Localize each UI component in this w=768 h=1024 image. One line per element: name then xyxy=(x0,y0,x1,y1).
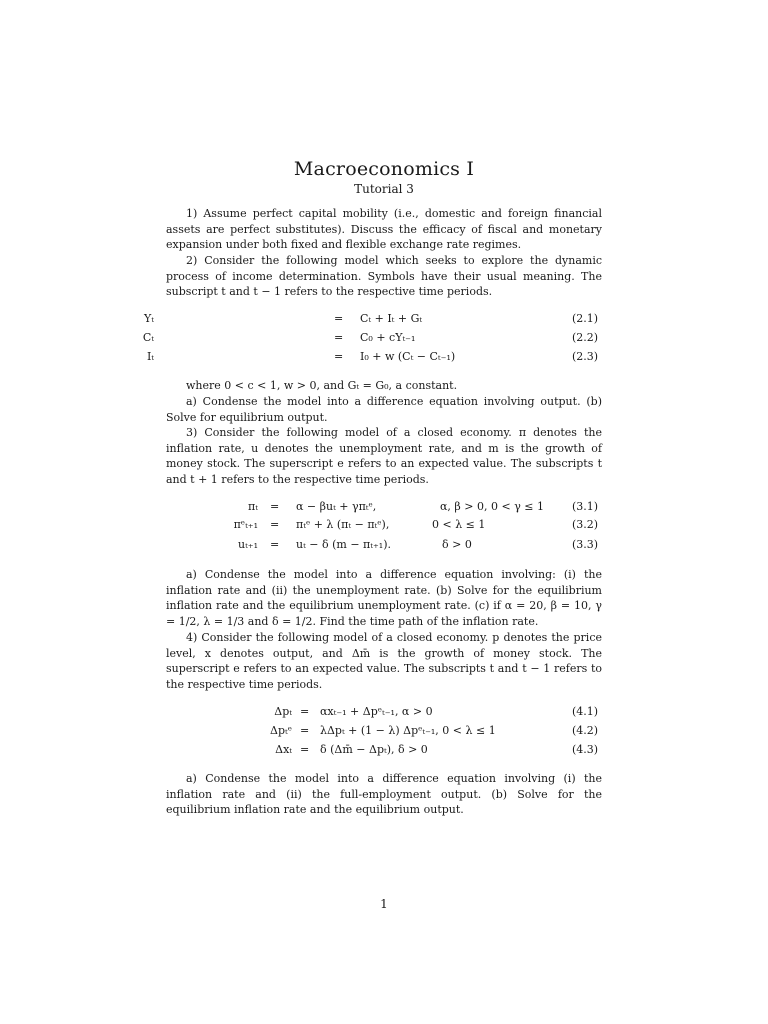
equation-number: (4.2) xyxy=(572,724,599,737)
equation-lhs: Iₜ xyxy=(146,350,154,363)
question-4-task: a) Condense the model into a difference equation involving (i) the inflation rate and (ii) the full-employment output. (b) Solve for the equilibrium inflation rate and the equilibrium output. xyxy=(166,772,602,817)
equation-number: (2.2) xyxy=(572,331,599,344)
equation-rhs: α − βuₜ + γπₜᵉ, xyxy=(296,500,377,513)
equation-lhs: uₜ₊₁ xyxy=(237,538,258,551)
equation-equals: = xyxy=(270,518,280,531)
question-4-intro: 4) Consider the following model of a closed economy. p denotes the price level, x denotes output, and Δm̄ is the growth of money stock. The superscript e refers to an expected value. The subscripts t and t − 1 refers to the respective time periods. xyxy=(166,631,602,691)
equation-equals: = xyxy=(300,743,310,756)
equation-condition: δ > 0 xyxy=(442,538,472,551)
question-3-task: a) Condense the model into a difference equation involving: (i) the inflation rate and (ii) the unemployment rate. (b) Solve for the equilibrium inflation rate and the equilibrium unemployment rate. (c) if α = 20, β = 10, γ = 1/2, λ = 1/3 and δ = 1/2. Find the time path of the inflation rate. xyxy=(166,568,602,628)
equation-number: (2.1) xyxy=(572,312,599,325)
equation-2-1 xyxy=(0,312,600,328)
equation-3-3 xyxy=(0,538,600,554)
equation-equals: = xyxy=(334,312,344,325)
question-1-text: 1) Assume perfect capital mobility (i.e., domestic and foreign financial assets are perfect substitutes). Discuss the efficacy of fiscal and monetary expansion under both fixed and flexible exchange rate regimes. xyxy=(166,207,602,252)
equation-equals: = xyxy=(270,500,280,513)
equation-lhs: πₜ xyxy=(248,500,258,513)
equation-lhs: Δpₜᵉ xyxy=(270,724,292,737)
equation-lhs: πᵉₜ₊₁ xyxy=(233,518,258,531)
question-2-task: a) Condense the model into a difference equation involving output. (b) Solve for equilibrium output. xyxy=(166,395,602,424)
equation-3-2 xyxy=(0,518,600,534)
equation-4-1 xyxy=(0,705,600,721)
equation-4-2 xyxy=(0,724,600,740)
equation-equals: = xyxy=(334,350,344,363)
question-3-intro: 3) Consider the following model of a closed economy. π denotes the inflation rate, u denotes the unemployment rate, and m is the growth of money stock. The superscript e refers to an expected value. The subscripts t and t + 1 refers to the respective time periods. xyxy=(166,426,602,486)
equation-number: (3.2) xyxy=(572,518,599,531)
equation-rhs: uₜ − δ (m − πₜ₊₁). xyxy=(296,538,392,551)
equation-4-3 xyxy=(0,743,600,759)
equation-lhs: Cₜ xyxy=(142,331,154,344)
equation-rhs: αxₜ₋₁ + Δpᵉₜ₋₁, α > 0 xyxy=(320,705,433,718)
equation-2-3 xyxy=(0,350,600,366)
equation-lhs: Δxₜ xyxy=(275,743,292,756)
equation-condition: α, β > 0, 0 < γ ≤ 1 xyxy=(440,500,544,513)
equation-number: (2.3) xyxy=(572,350,599,363)
equation-equals: = xyxy=(300,705,310,718)
equation-3-1 xyxy=(0,500,600,516)
equation-lhs: Δpₜ xyxy=(274,705,292,718)
page-number: 1 xyxy=(380,897,388,911)
question-2-intro: 2) Consider the following model which seeks to explore the dynamic process of income determination. Symbols have their usual meaning. The subscript t and t − 1 refers to the respective time periods. xyxy=(166,254,602,299)
equation-rhs: C₀ + cYₜ₋₁ xyxy=(360,331,416,344)
equation-number: (3.1) xyxy=(572,500,599,513)
equation-lhs: Yₜ xyxy=(144,312,154,325)
page-title: Macroeconomics I xyxy=(293,158,475,180)
equation-number: (4.3) xyxy=(572,743,599,756)
equation-condition: 0 < λ ≤ 1 xyxy=(432,518,486,531)
page-subtitle: Tutorial 3 xyxy=(354,182,414,196)
equation-rhs: I₀ + w (Cₜ − Cₜ₋₁) xyxy=(360,350,456,363)
equation-rhs: πₜᵉ + λ (πₜ − πₜᵉ), xyxy=(296,518,390,531)
equation-equals: = xyxy=(270,538,280,551)
question-2-conditions: where 0 < c < 1, w > 0, and Gₜ = G₀, a constant. xyxy=(186,379,458,392)
equation-number: (4.1) xyxy=(572,705,599,718)
equation-equals: = xyxy=(334,331,344,344)
equation-number: (3.3) xyxy=(572,538,599,551)
equation-rhs: Cₜ + Iₜ + Gₜ xyxy=(360,312,423,325)
equation-equals: = xyxy=(300,724,310,737)
equation-rhs: δ (Δm̄ − Δpₜ), δ > 0 xyxy=(320,743,428,756)
equation-2-2 xyxy=(0,331,600,347)
equation-rhs: λΔpₜ + (1 − λ) Δpᵉₜ₋₁, 0 < λ ≤ 1 xyxy=(320,724,496,737)
